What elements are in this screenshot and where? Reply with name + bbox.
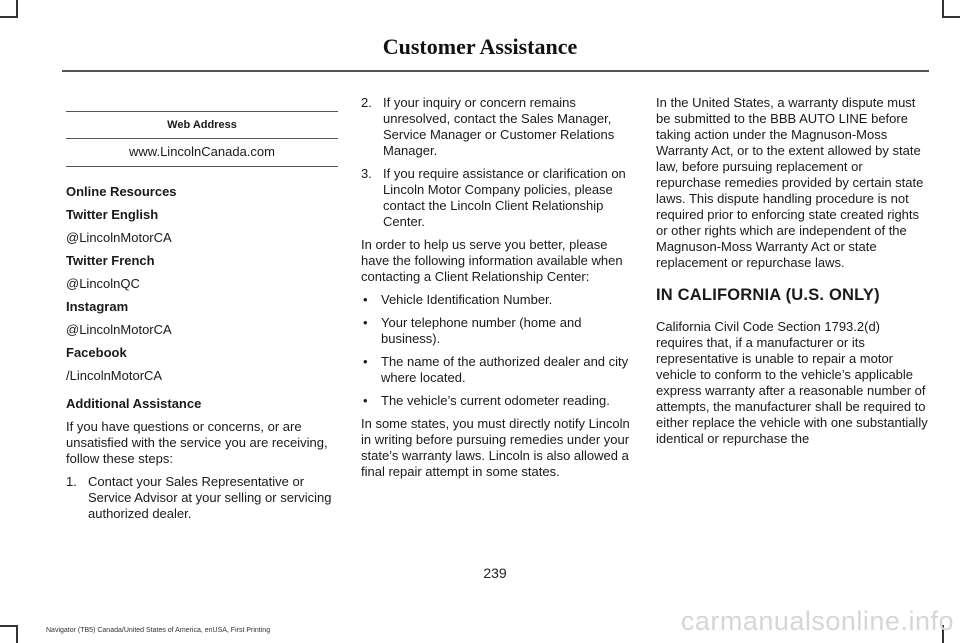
- instagram-handle: @LincolnMotorCA: [66, 322, 172, 337]
- list-text: If your inquiry or concern remains unresolved, contact the Sales Manager, Service Manager or Customer Relations Manager.: [383, 95, 615, 158]
- facebook-handle: /LincolnMotorCA: [66, 368, 163, 383]
- list-text: If you require assistance or clarification on Lincoln Motor Company policies, please contact the Lincoln Client Relationship Center.: [383, 166, 626, 229]
- california-paragraph: California Civil Code Section 1793.2(d) requires that, if a manufacturer or its representative is unable to repair a motor vehicle to conform to the vehicle’s applicable express warranty after a reasonable number of attempts, the manufacturer shall be required to either replace the vehicle with one substantially identical or repurchase the: [656, 319, 928, 446]
- right-column: [656, 95, 930, 454]
- header-divider: [62, 70, 929, 72]
- page-title: Customer Assistance: [382, 34, 578, 59]
- list-text: Contact your Sales Representative or Service Advisor at your selling or servicing authorized dealer.: [88, 474, 332, 521]
- online-resources-heading: Online Resources: [66, 184, 177, 199]
- bullet-text: Your telephone number (home and business).: [381, 315, 582, 346]
- bullet-text: Vehicle Identification Number.: [381, 292, 553, 307]
- crop-mark: [942, 16, 960, 18]
- instagram-label: Instagram: [66, 299, 129, 314]
- printing-info: Navigator (TB5) Canada/United States of America, enUSA, First Printing: [46, 627, 271, 634]
- info-intro-paragraph: In order to help us serve you better, please have the following information available when contacting a Client Relationship Center:: [361, 237, 623, 284]
- middle-column: [361, 95, 633, 487]
- bullet-item: [361, 292, 633, 308]
- page-number: 239: [483, 565, 507, 581]
- bullet-icon: •: [363, 315, 368, 330]
- list-item: [361, 95, 633, 159]
- left-column: [66, 95, 338, 529]
- twitter-english-label: Twitter English: [66, 207, 159, 222]
- california-heading: IN CALIFORNIA (U.S. ONLY): [656, 286, 880, 304]
- table-header: Web Address: [66, 112, 338, 139]
- crop-mark: [0, 16, 18, 18]
- bullet-item: [361, 354, 633, 386]
- bullet-item: [361, 393, 633, 409]
- list-item: [66, 474, 338, 522]
- bullet-text: The name of the authorized dealer and city where located.: [381, 354, 629, 385]
- bullet-icon: •: [363, 354, 368, 369]
- bullet-item: [361, 315, 633, 347]
- list-number: 2.: [361, 95, 372, 110]
- watermark: carmanualsonline.info: [680, 606, 954, 636]
- dispute-paragraph: In the United States, a warranty dispute must be submitted to the BBB AUTO LINE before taking action under the Magnuson-Moss Warranty Act, or to the extent allowed by state law, before pursuing replacement or repurchase remedies provided by certain state laws. This dispute handling procedure is not required prior to enforcing state created rights or other rights which are independent of the Magnuson-Moss Warranty Act or state replacement or repurchase laws.: [656, 95, 924, 270]
- bullet-icon: •: [363, 393, 368, 408]
- twitter-english-handle: @LincolnMotorCA: [66, 230, 172, 245]
- twitter-french-handle: @LincolnQC: [66, 276, 140, 291]
- bullet-text: The vehicle’s current odometer reading.: [381, 393, 610, 408]
- table-cell-web-address: www.LincolnCanada.com: [129, 144, 275, 159]
- twitter-french-label: Twitter French: [66, 253, 155, 268]
- web-address-table: [66, 111, 338, 167]
- additional-assistance-heading: Additional Assistance: [66, 396, 202, 411]
- list-item: [361, 166, 633, 230]
- additional-assistance-intro: If you have questions or concerns, or are unsatisfied with the service you are receiving, follow these steps:: [66, 419, 328, 466]
- facebook-label: Facebook: [66, 345, 127, 360]
- list-number: 1.: [66, 474, 77, 489]
- crop-mark: [16, 625, 18, 643]
- bullet-icon: •: [363, 292, 368, 307]
- notify-paragraph: In some states, you must directly notify Lincoln in writing before pursuing remedies under your state’s warranty laws. Lincoln is also allowed a final repair attempt in some states.: [361, 416, 630, 479]
- list-number: 3.: [361, 166, 372, 181]
- crop-mark: [0, 625, 18, 627]
